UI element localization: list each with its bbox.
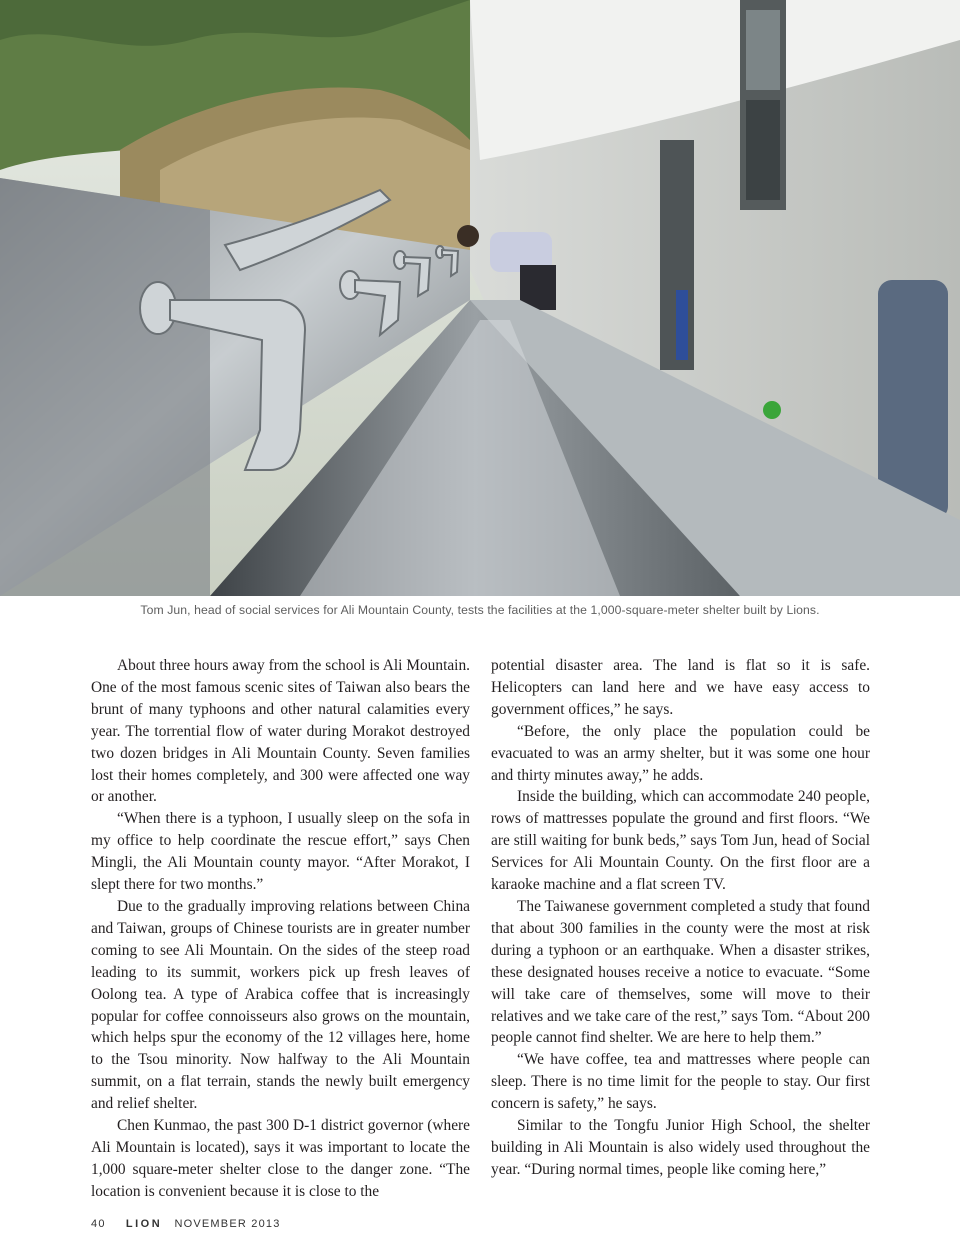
article-column-left [91, 655, 470, 1203]
magazine-name: LION [125, 1218, 163, 1230]
paragraph: About three hours away from the school is Ali Mountain. One of the most famous scenic sites of Taiwan also bears the brunt of many typhoons and other natural calamities every year. The torrential flow of water during Morakot destroyed two dozen bridges in Ali Mountain County. Seven families lost their homes completely, and 300 were affected one way or another. [91, 657, 470, 806]
page-footer [91, 1218, 281, 1230]
page-number: 40 [91, 1218, 106, 1230]
paragraph: “We have coffee, tea and mattresses where people can sleep. There is no time limit for the people to stay. Our first concern is safety,” he says. [491, 1051, 870, 1113]
photo-illustration [0, 0, 960, 596]
article-column-right [491, 655, 870, 1181]
paragraph: Similar to the Tongfu Junior High School, the shelter building in Ali Mountain is also widely used throughout the year. “During normal times, people like coming here,” [491, 1117, 870, 1178]
issue-date: NOVEMBER 2013 [174, 1218, 281, 1230]
paragraph: Inside the building, which can accommodate 240 people, rows of mattresses populate the ground and first floors. “We are still waiting for bunk beds,” says Tom Jun, head of Social Services for Ali Mountain County. On the first floor are a karaoke machine and a flat screen TV. [491, 788, 870, 894]
shelter-photo [0, 0, 960, 596]
paragraph: Chen Kunmao, the past 300 D-1 district governor (where Ali Mountain is located), says it was important to locate the 1,000 square-meter shelter close to the danger zone. “The location is convenient because it is close to the [91, 1117, 470, 1200]
paragraph-continued: potential disaster area. The land is flat so it is safe. Helicopters can land here and we have easy access to government offices,” he says. [491, 657, 870, 718]
photo-caption: Tom Jun, head of social services for Ali Mountain County, tests the facilities at the 1,000-square-meter shelter built by Lions. [140, 603, 820, 617]
paragraph: “Before, the only place the population could be evacuated to was an army shelter, but it was some one hour and thirty minutes away,” he adds. [491, 722, 870, 784]
paragraph: “When there is a typhoon, I usually sleep on the sofa in my office to help coordinate the rescue effort,” says Chen Mingli, the Ali Mountain county mayor. “After Morakot, I slept there for two months.” [91, 810, 470, 894]
paragraph: The Taiwanese government completed a study that found that about 300 families in the county were the most at risk during a typhoon or an earthquake. When a disaster strikes, these designated houses receive a notice to evacuate. “Some will take care of themselves, some will move to their relatives and we take care of the rest,” says Tom. “About 200 people cannot find shelter. We are here to help them.” [491, 897, 870, 1047]
paragraph: Due to the gradually improving relations between China and Taiwan, groups of Chinese tourists are in greater number coming to see Ali Mountain. On the sides of the steep road leading to its summit, workers pick up fresh leaves of Oolong tea. A type of Arabica coffee that is increasingly popular for coffee connoisseurs also grows on the mountain, which helps spur the economy of the 12 villages here, home to the Tsou minority. Now halfway to the Ali Mountain summit, on a flat terrain, stands the newly built emergency and relief shelter. [91, 897, 470, 1113]
